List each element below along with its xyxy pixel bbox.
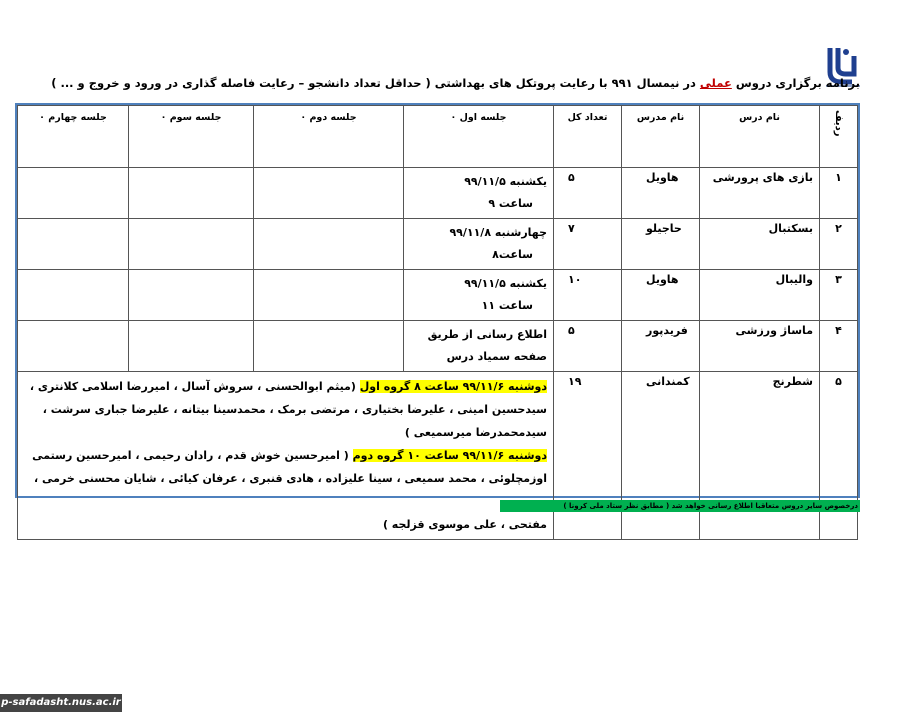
table-row xyxy=(18,372,858,540)
row-number: ۴ xyxy=(820,321,858,372)
course-name: ماساژ ورزشی xyxy=(700,321,820,372)
session1-date: اطلاع رسانی از طریق xyxy=(427,328,547,341)
session2-cell xyxy=(254,168,404,219)
session3-cell xyxy=(129,270,254,321)
session2-cell xyxy=(254,219,404,270)
session1-time: ساعت۸ xyxy=(492,248,533,261)
session1-date: چهارشنبه ۹۹/۱۱/۸ xyxy=(449,226,547,239)
session3-cell xyxy=(129,321,254,372)
session3-cell xyxy=(129,219,254,270)
session1-date: یکشنبه ۹۹/۱۱/۵ xyxy=(464,175,547,188)
teacher-name: هاویل xyxy=(622,168,700,219)
table-header-row xyxy=(18,106,858,168)
group1-members: سیدمحمدرضا میرسمیعی ) xyxy=(404,426,547,439)
header-session2: جلسه دوم ٠ xyxy=(254,106,404,168)
header-count: تعداد کل xyxy=(554,106,622,168)
session1-cell xyxy=(404,219,554,270)
course-name: بازی های پرورشی xyxy=(700,168,820,219)
row-number: ۱ xyxy=(820,168,858,219)
student-count: ۵ xyxy=(554,168,622,219)
teacher-name: هاویل xyxy=(622,270,700,321)
course-name: شطرنج xyxy=(700,372,820,540)
table-row xyxy=(18,270,858,321)
course-name: بسکتبال xyxy=(700,219,820,270)
group2-members: مفتحی ، علی موسوی قزلجه ) xyxy=(382,518,547,531)
note-banner: درخصوص سایر دروس متعاقبا اطلاع رسانی خواهد شد ( مطابق نظر ستاد ملی کرونا ) xyxy=(500,500,860,512)
page-title: برنامه برگزاری دروس عملی در نیمسال ۹۹۱ با رعایت پروتکل های بهداشتی ( حداقل تعداد دانشجو – رعایت فاصله گذاری در ورود و خروج و ... ) xyxy=(51,76,860,90)
teacher-name: کمندانی xyxy=(622,372,700,540)
group2-members: ( امیرحسین خوش قدم ، رادان رحیمی ، امیرحسین رستمی xyxy=(32,449,353,462)
student-count: ۵ xyxy=(554,321,622,372)
table-row xyxy=(18,168,858,219)
chess-groups-cell xyxy=(18,372,554,540)
session1-cell xyxy=(404,168,554,219)
header-teacher: نام مدرس xyxy=(622,106,700,168)
title-highlight: عملی xyxy=(699,76,732,90)
student-count: ۷ xyxy=(554,219,622,270)
header-row-number: ردیف xyxy=(820,106,858,168)
group2-members: اوزمچلوئی ، محمد سمیعی ، سینا علیزاده ، هادی قنبری ، عرفان کیائی ، شایان محسنی خرمی ، xyxy=(34,472,547,485)
session1-time: ساعت ۱۱ xyxy=(481,299,533,312)
table-row xyxy=(18,321,858,372)
session1-date: یکشنبه ۹۹/۱۱/۵ xyxy=(464,277,547,290)
header-session3: جلسه سوم ٠ xyxy=(129,106,254,168)
session4-cell xyxy=(18,168,129,219)
session3-cell xyxy=(129,168,254,219)
row-number: ۵ xyxy=(820,372,858,540)
session4-cell xyxy=(18,219,129,270)
session4-cell xyxy=(18,270,129,321)
session1-time: ساعت ۹ xyxy=(488,197,533,210)
header-session1: جلسه اول ٠ xyxy=(404,106,554,168)
header-session4: جلسه چهارم ٠ xyxy=(18,106,129,168)
session2-cell xyxy=(254,270,404,321)
row-number: ۲ xyxy=(820,219,858,270)
session1-time: صفحه سمیاد درس xyxy=(446,350,547,363)
student-count: ۱۹ xyxy=(554,372,622,540)
group1-schedule: دوشنبه ۹۹/۱۱/۶ ساعت ۸ گروه اول xyxy=(359,380,547,393)
teacher-name: فریدپور xyxy=(622,321,700,372)
teacher-name: حاجیلو xyxy=(622,219,700,270)
group1-members: (میثم ابوالحسنی ، سروش آسال ، امیررضا اسلامی کلانتری ، xyxy=(29,380,360,393)
header-course: نام درس xyxy=(700,106,820,168)
student-count: ۱۰ xyxy=(554,270,622,321)
group1-members: سیدحسین امینی ، علیرضا بختیاری ، مرتضی برمک ، محمدسینا بیتانه ، علیرضا جباری سرشت ، xyxy=(42,403,547,416)
course-name: والیبال xyxy=(700,270,820,321)
row-number: ۳ xyxy=(820,270,858,321)
group2-schedule: دوشنبه ۹۹/۱۱/۶ ساعت ۱۰ گروه دوم xyxy=(352,449,547,462)
session4-cell xyxy=(18,321,129,372)
session1-cell xyxy=(404,321,554,372)
site-url-footer[interactable]: p-safadasht.nus.ac.ir xyxy=(0,694,122,712)
session1-cell xyxy=(404,270,554,321)
table-row xyxy=(18,219,858,270)
session2-cell xyxy=(254,321,404,372)
